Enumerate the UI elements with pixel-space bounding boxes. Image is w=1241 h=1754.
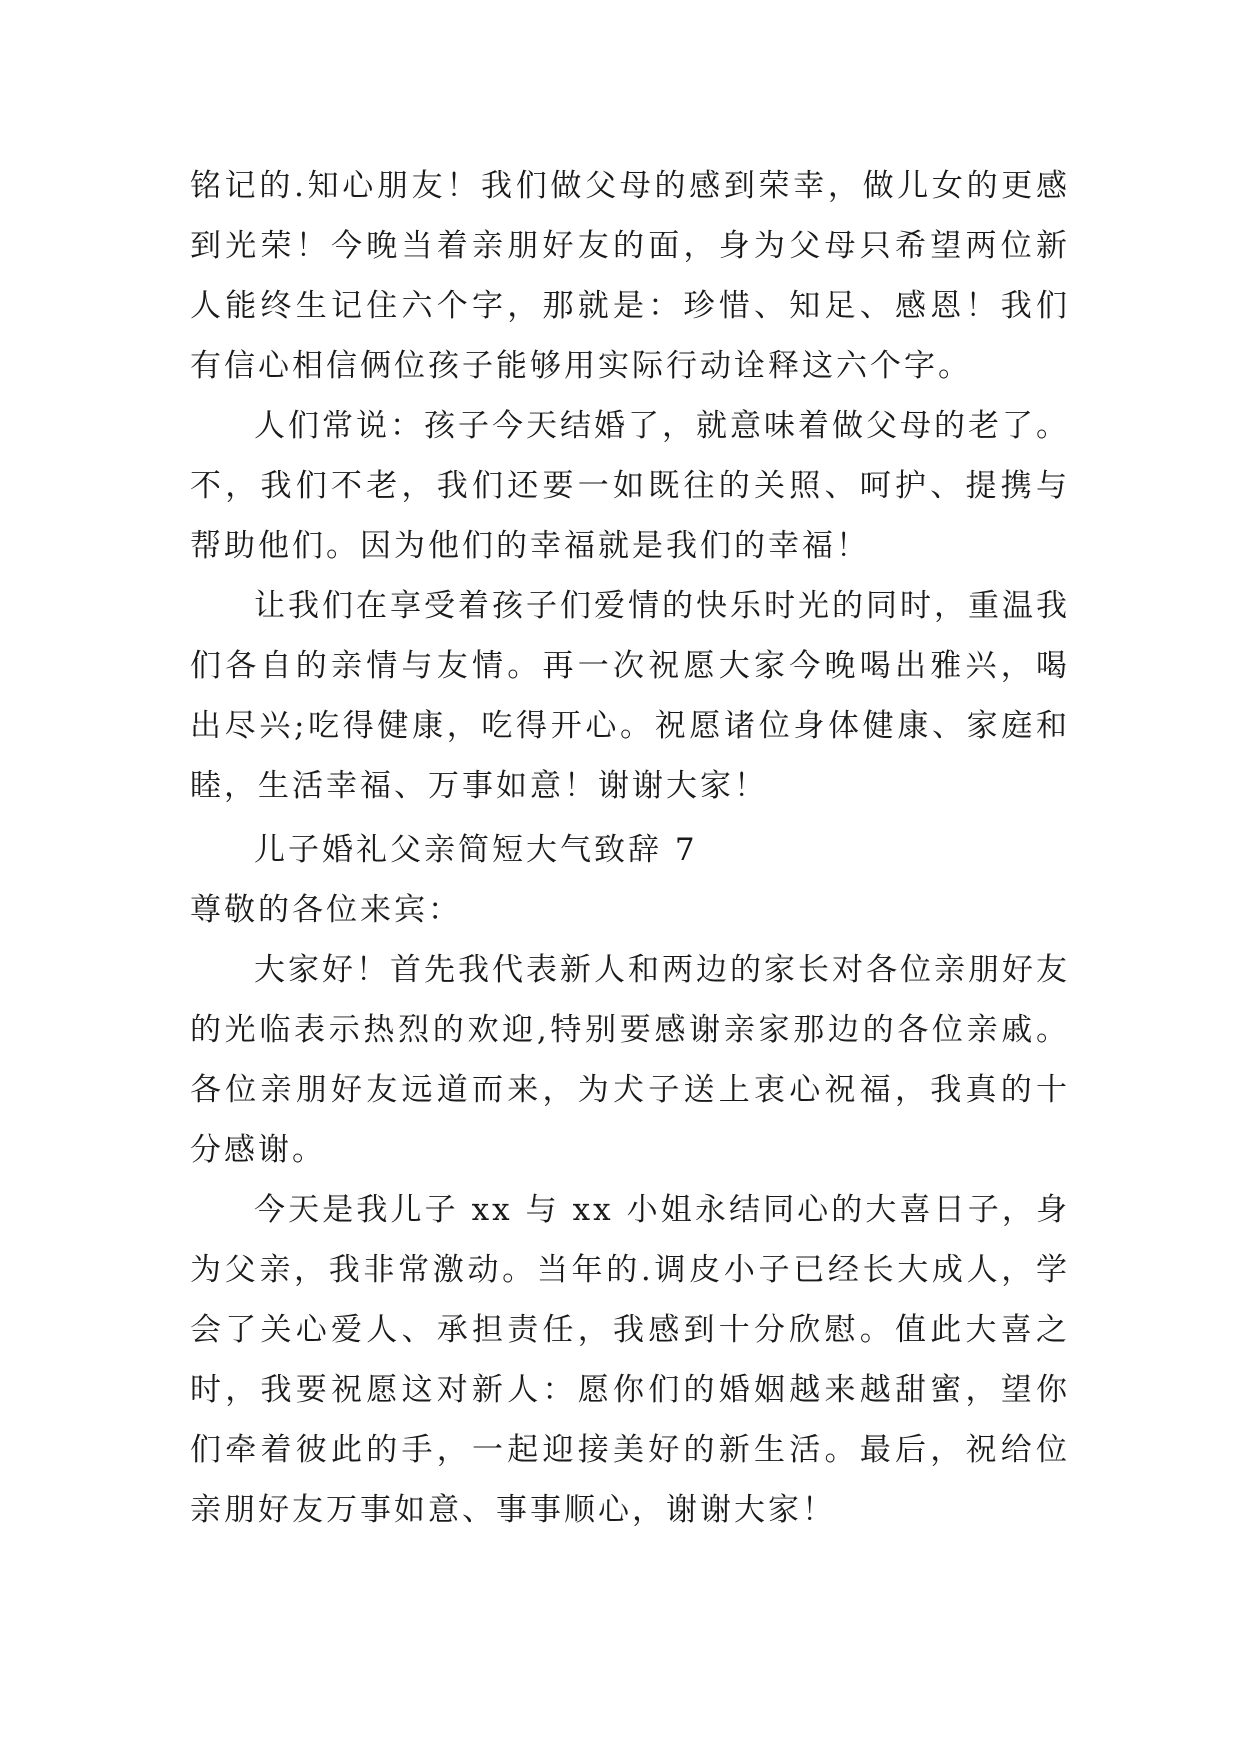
paragraph: 大家好！首先我代表新人和两边的家长对各位亲朋好友的光临表示热烈的欢迎,特别要感谢亲家那边的各位亲戚。各位亲朋好友远道而来，为犬子送上衷心祝福，我真的十分感谢。	[190, 952, 1070, 1168]
section-1-body	[190, 156, 1070, 816]
paragraph-continued: 铭记的.知心朋友！我们做父母的感到荣幸，做儿女的更感到光荣！今晚当着亲朋好友的面，身为父母只希望两位新人能终生记住六个字，那就是：珍惜、知足、感恩！我们有信心相信俩位孩子能够用实际行动诠释这六个字。	[190, 168, 1070, 384]
paragraph: 让我们在享受着孩子们爱情的快乐时光的同时，重温我们各自的亲情与友情。再一次祝愿大家今晚喝出雅兴，喝出尽兴;吃得健康，吃得开心。祝愿诸位身体健康、家庭和睦，生活幸福、万事如意！谢谢大家！	[190, 588, 1070, 804]
paragraph: 人们常说：孩子今天结婚了，就意味着做父母的老了。不，我们不老，我们还要一如既往的关照、呵护、提携与帮助他们。因为他们的幸福就是我们的幸福！	[190, 408, 1070, 564]
section-heading: 儿子婚礼父亲简短大气致辞 7	[254, 832, 698, 868]
section-2-body	[190, 880, 1070, 1540]
salutation: 尊敬的各位来宾：	[190, 892, 462, 928]
paragraph: 今天是我儿子 xx 与 xx 小姐永结同心的大喜日子，身为父亲，我非常激动。当年的.调皮小子已经长大成人，学会了关心爱人、承担责任，我感到十分欣慰。值此大喜之时，我要祝愿这对新人：愿你们的婚姻越来越甜蜜，望你们牵着彼此的手，一起迎接美好的新生活。最后，祝给位亲朋好友万事如意、事事顺心，谢谢大家！	[190, 1192, 1070, 1528]
